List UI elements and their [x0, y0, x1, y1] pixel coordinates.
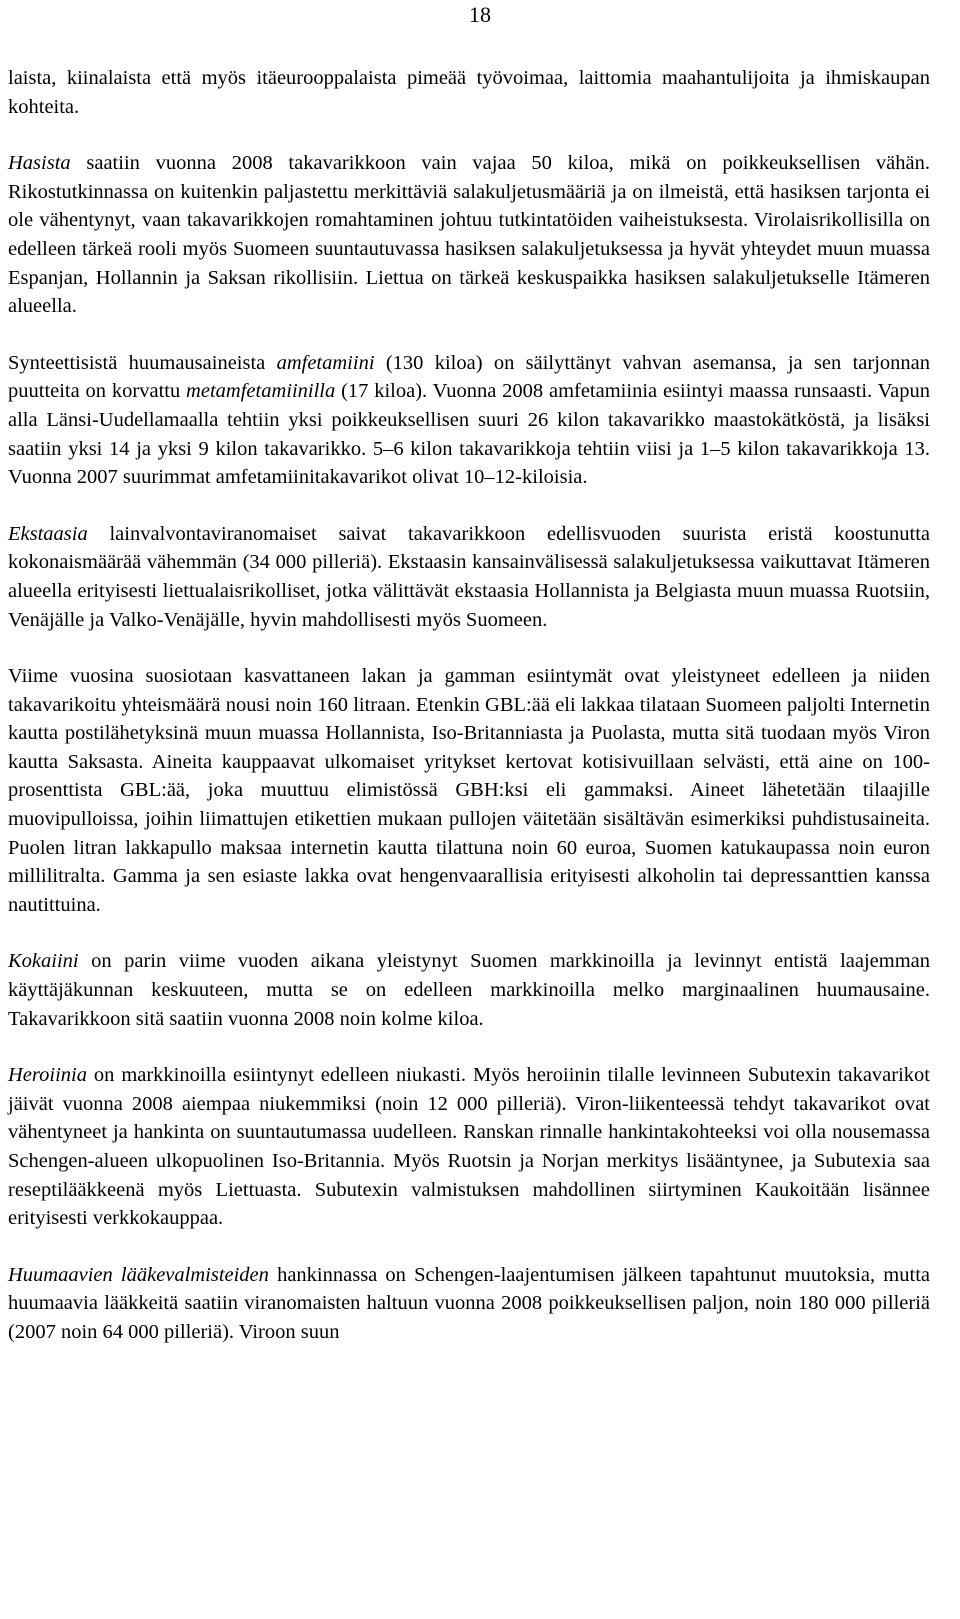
paragraph-text: laista, kiinalaista että myös itäeurooppalaista pimeää työvoimaa, laittomia maahantulijoita ja ihmiskaupan kohteita. [8, 67, 930, 118]
paragraph-text: saatiin vuonna 2008 takavarikkoon vain vajaa 50 kiloa, mikä on poikkeuksellisen vähän. Rikostutkinnassa on kuitenkin paljastettu merkittäviä salakuljetusmääriä ja on ilmeistä, että hasiksen tarjonta ei ole vähentynyt, vaan takavarikkojen romahtaminen johtuu tutkintatöiden vaiheistuksesta. Virolaisrikollisilla on edelleen tärkeä rooli myös Suomeen suuntautuvassa hasiksen salakuljetuksessa ja hyvät yhteydet muun muassa Espanjan, Hollannin ja Saksan rikollisiin. Liettua on tärkeä keskuspaikka hasiksen salakuljetukselle Itämeren alueella. [8, 152, 930, 318]
paragraph-text: on markkinoilla esiintynyt edelleen niukasti. Myös heroiinin tilalle levinneen Subutexin takavarikot jäivät vuonna 2008 aiempaa niukemmiksi (noin 12 000 pilleriä). Viron-liikenteessä tehdyt takavarikot ovat vähentyneet ja hankinta on suuntautumassa uudelleen. Ranskan rinnalle hankintakohteeksi voi olla nousemassa Schengen-alueen ulkopuolinen Iso-Britannia. Myös Ruotsin ja Norjan merkitys lisääntynee, ja Subutexia saa reseptilääkkeenä myös Liettuasta. Subutexin valmistuksen mahdollinen siirtyminen Kaukoitään lisännee erityisesti verkkokauppaa. [8, 1064, 930, 1230]
paragraph-text: lainvalvontaviranomaiset saivat takavarikkoon edellisvuoden suurista eristä koostunutta kokonaismäärää vähemmän (34 000 pilleriä). Ekstaasin kansainvälisessä salakuljetuksessa vaikuttavat Itämeren alueella erityisesti liettualaisrikolliset, jotka välittävät ekstaasia Hollannista ja Belgiasta muun muassa Ruotsiin, Venäjälle ja Valko-Venäjälle, hyvin mahdollisesti myös Suomeen. [8, 522, 930, 631]
paragraph-gbl-gamma [8, 662, 930, 919]
italic-term: Kokaiini [8, 950, 79, 973]
italic-term: metamfetamiinilla [186, 380, 336, 403]
italic-term: Heroiinia [8, 1064, 87, 1087]
italic-term: Hasista [8, 152, 71, 175]
paragraph-text: Synteettisistä huumausaineista [8, 351, 277, 374]
paragraph-amphetamine [8, 349, 930, 492]
paragraph-text: Viime vuosina suosiotaan kasvattaneen lakan ja gamman esiintymät ovat yleistyneet edelleen ja niiden takavarikoitu yhteismäärä nousi noin 160 litraan. Etenkin GBL:ää eli lakkaa tilataan Suomeen paljolti Internetin kautta postilähetyksinä muun muassa Hollannista, Iso-Britanniasta ja Puolasta, mutta sitä tuodaan myös Viron kautta Saksasta. Aineita kauppaavat ulkomaiset yritykset kertovat kotisivuillaan selvästi, että aine on 100-prosenttista GBL:ää, joka muuttuu elimistössä GBH:ksi eli gammaksi. Aineet lähetetään tilaajille muovipulloissa, joihin liimattujen etikettien mukaan pullojen väitetään sisältävän esimerkiksi puhdistusaineita. Puolen litran lakkapullo maksaa internetin kautta tilattuna noin 60 euroa, Suomen katukaupassa noin euron millilitralta. Gamma ja sen esiaste lakka ovat hengenvaarallisia erityisesti alkoholin tai depressanttien kanssa nautittuina. [8, 665, 930, 916]
italic-term: Ekstaasia [8, 522, 88, 545]
italic-term: Huumaavien lääkevalmisteiden [8, 1263, 269, 1286]
paragraph-text: on parin viime vuoden aikana yleistynyt Suomen markkinoilla ja levinnyt entistä laajemman käyttäjäkunnan keskuuteen, mutta se on edelleen markkinoilla melko marginaalinen huumausaine. Takavarikkoon sitä saatiin vuonna 2008 noin kolme kiloa. [8, 950, 930, 1030]
paragraph-heroin [8, 1061, 930, 1233]
document-body [8, 64, 930, 1347]
paragraph-text: hankinnassa on Schengen-laajentumisen jälkeen tapahtunut muutoksia, mutta huumaavia lääkkeitä saatiin viranomaisten haltuun vuonna 2008 poikkeuksellisen paljon, noin 180 000 pilleriä (2007 noin 64 000 pilleriä). Viroon suun [8, 1263, 930, 1343]
paragraph-text: (130 kiloa) on säilyttänyt vahvan asemansa, ja sen tarjonnan puutteita on korvattu [8, 351, 930, 403]
paragraph-ecstasy [8, 520, 930, 634]
paragraph-hashish [8, 149, 930, 321]
paragraph-text: (17 kiloa). Vuonna 2008 amfetamiinia esiintyi maassa runsaasti. Vapun alla Länsi-Uudellamaalla tehtiin yksi poikkeuksellisen suuri 26 kilon takavarikko maastokätköstä, ja lisäksi saatiin yksi 14 ja yksi 9 kilon takavarikko. 5–6 kilon takavarikkoja tehtiin viisi ja 1–5 kilon takavarikkoja 13. Vuonna 2007 suurimmat amfetamiinitakavarikot olivat 10–12-kiloisia. [8, 380, 931, 489]
paragraph-medicines [8, 1261, 930, 1347]
page-number: 18 [469, 2, 491, 27]
italic-term: amfetamiini [276, 351, 375, 374]
paragraph-continuation [8, 64, 930, 121]
paragraph-cocaine [8, 947, 930, 1033]
